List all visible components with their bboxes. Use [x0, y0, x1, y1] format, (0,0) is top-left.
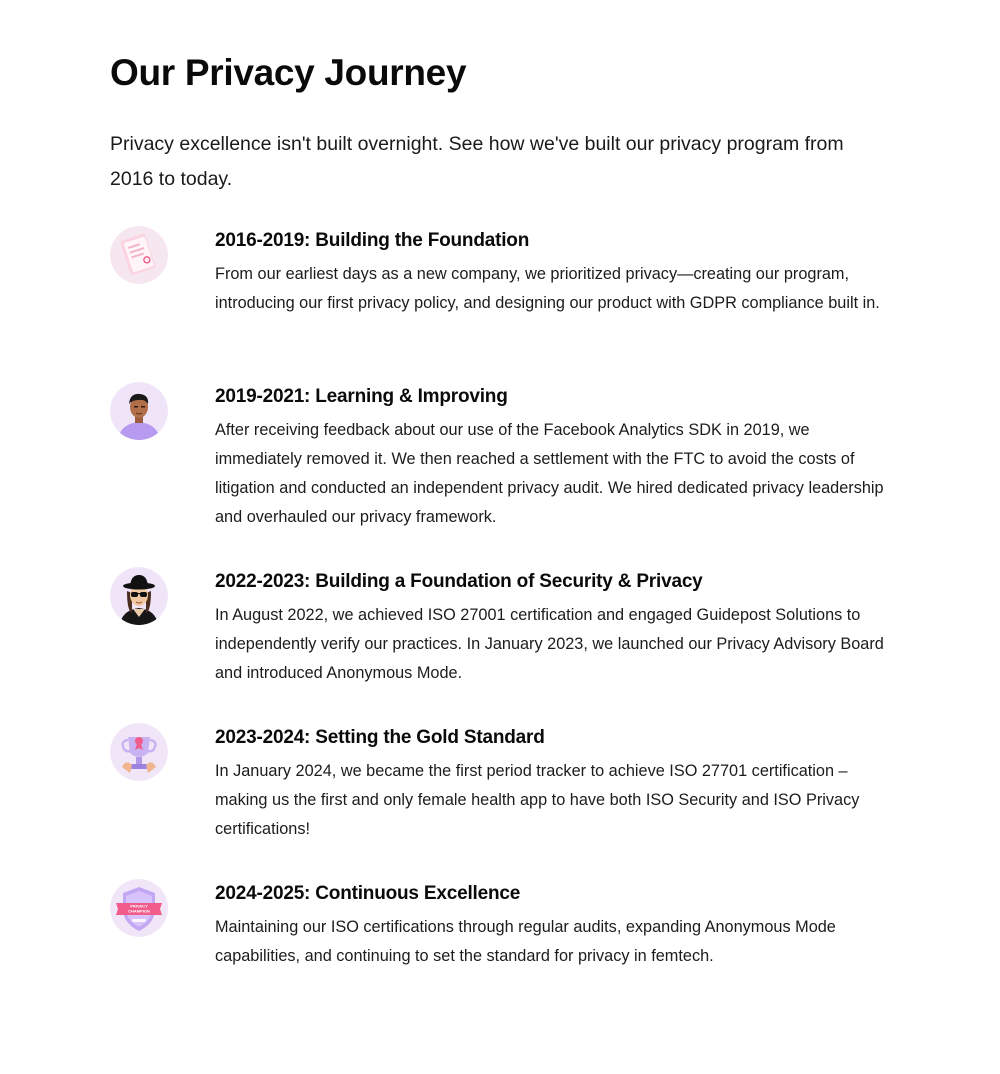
entry-text: Maintaining our ISO certifications through regular audits, expanding Anonymous Mode capabilities, and continuing to set the standard for privacy in femtech.	[215, 918, 836, 965]
entry-heading: 2024-2025: Continuous Excellence	[215, 883, 521, 904]
incognito-person-icon	[110, 567, 168, 625]
entry-text: In August 2022, we achieved ISO 27001 certification and engaged Guidepost Solutions to independently verify our practices. In January 2023, we launched our Privacy Advisory Board and introduced Anonymous Mode.	[215, 606, 884, 682]
timeline	[110, 226, 890, 1006]
timeline-entry	[110, 723, 890, 879]
entry-heading: 2019-2021: Learning & Improving	[215, 386, 508, 407]
entry-heading: 2022-2023: Building a Foundation of Security & Privacy	[215, 571, 703, 592]
privacy-champion-badge-icon	[110, 879, 168, 937]
entry-heading: 2016-2019: Building the Foundation	[215, 230, 530, 251]
entry-text: After receiving feedback about our use of the Facebook Analytics SDK in 2019, we immediately removed it. We then reached a settlement with the FTC to avoid the costs of litigation and conducted an independent privacy audit. We hired dedicated privacy leadership and overhauled our privacy framework.	[215, 421, 884, 526]
page-title: Our Privacy Journey	[110, 52, 467, 93]
intro-text: Privacy excellence isn't built overnight. See how we've built our privacy program from 2016 to today.	[110, 133, 844, 190]
timeline-entry	[110, 382, 890, 567]
timeline-entry	[110, 226, 890, 382]
timeline-entry	[110, 879, 890, 1006]
timeline-entry	[110, 567, 890, 723]
trophy-icon	[110, 723, 168, 781]
entry-heading: 2023-2024: Setting the Gold Standard	[215, 727, 545, 748]
document-icon	[110, 226, 168, 284]
entry-text: In January 2024, we became the first period tracker to achieve ISO 27701 certification – making us the first and only female health app to have both ISO Security and ISO Privacy certifications!	[215, 762, 860, 838]
person-avatar-icon	[110, 382, 168, 440]
badge-text-line2: CHAMPION	[128, 908, 150, 914]
badge-text-line1: PRIVACY	[130, 903, 148, 909]
entry-text: From our earliest days as a new company, we prioritized privacy—creating our program, introducing our first privacy policy, and designing our product with GDPR compliance built in.	[215, 265, 880, 312]
